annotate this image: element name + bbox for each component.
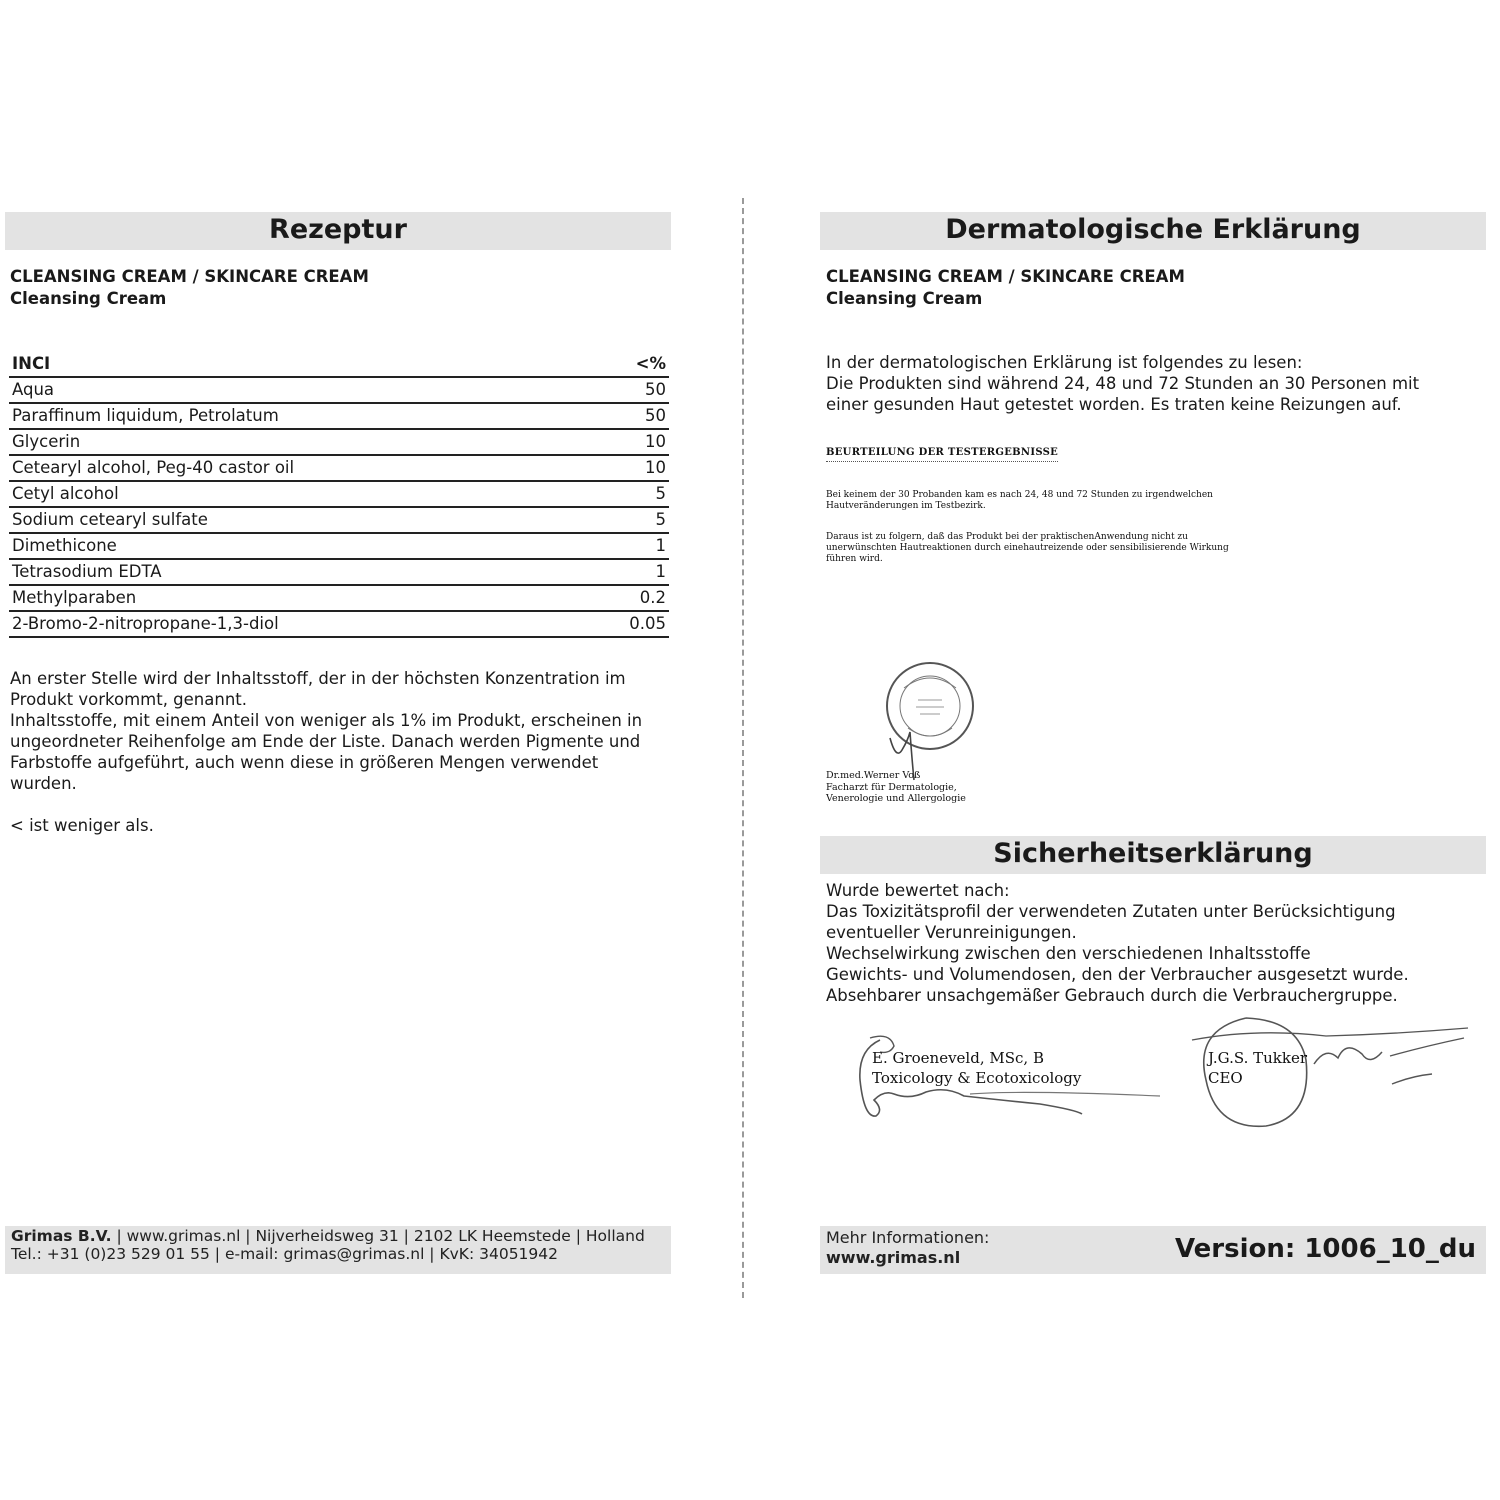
dermatology-title-band (820, 212, 1486, 250)
inci-percentage: 50 (584, 377, 669, 403)
doctor-name: Dr.med.Werner Voß (826, 770, 921, 781)
inci-ingredient: Tetrasodium EDTA (9, 559, 584, 585)
left-product-line1: CLEANSING CREAM / SKINCARE CREAM (10, 267, 369, 286)
footer-company: Grimas B.V. (11, 1227, 112, 1245)
dermatology-intro-l1: In der dermatologischen Erklärung ist folgendes zu lesen: (826, 353, 1303, 372)
inci-row (9, 377, 669, 403)
inci-note-p2: Inhaltsstoffe, mit einem Anteil von weniger als 1% im Produkt, erscheinen in ungeordneter Reihenfolge am Ende der Liste. Danach werden Pigmente und Farbstoffe aufgeführt, auch wenn diese in größeren Mengen verwendet wurden. (10, 711, 643, 793)
safety-line-4: Gewichts- und Volumendosen, den der Verbraucher ausgesetzt wurde. (826, 965, 1409, 984)
dermatology-intro (826, 352, 1456, 415)
dermatology-title: Dermatologische Erklärung (945, 214, 1361, 245)
safety-line-5: Absehbarer unsachgemäßer Gebrauch durch die Verbrauchergruppe. (826, 986, 1398, 1005)
safety-title: Sicherheitserklärung (993, 838, 1313, 869)
inci-header-name: INCI (9, 352, 584, 377)
inci-ingredient: Dimethicone (9, 533, 584, 559)
inci-percentage: 5 (584, 481, 669, 507)
footer-line1 (11, 1227, 665, 1245)
inci-row (9, 429, 669, 455)
left-footer (5, 1226, 671, 1274)
right-footer-info: Mehr Informationen: (826, 1228, 990, 1247)
signatory-tukker-title: CEO (1208, 1069, 1243, 1087)
signatory-groeneveld-title: Toxicology & Ecotoxicology (872, 1069, 1082, 1087)
right-product-name (826, 266, 1476, 310)
signatory-groeneveld-name: E. Groeneveld, MSc, B (872, 1049, 1044, 1067)
inci-ingredient: Glycerin (9, 429, 584, 455)
inci-ingredient: Cetearyl alcohol, Peg-40 castor oil (9, 455, 584, 481)
right-footer-website: www.grimas.nl (826, 1248, 961, 1267)
inci-note (10, 668, 670, 836)
inci-ingredient: 2-Bromo-2-nitropropane-1,3-diol (9, 611, 584, 637)
right-footer (820, 1226, 1486, 1274)
inci-row (9, 559, 669, 585)
scanned-statement (826, 440, 1266, 565)
inci-row (9, 507, 669, 533)
inci-ingredient: Cetyl alcohol (9, 481, 584, 507)
inci-ingredient: Methylparaben (9, 585, 584, 611)
version-label: Version: 1006_10_du (1174, 1234, 1476, 1264)
footer-address: | www.grimas.nl | Nijverheidsweg 31 | 2102 LK Heemstede | Holland (111, 1227, 645, 1245)
left-product-name (10, 266, 660, 310)
inci-note-p3: < ist weniger als. (10, 816, 154, 835)
inci-row (9, 481, 669, 507)
signatory-tukker-name: J.G.S. Tukker (1208, 1049, 1308, 1067)
column-divider (742, 198, 744, 1298)
inci-percentage: 1 (584, 559, 669, 585)
inci-row (9, 403, 669, 429)
inci-percentage: 10 (584, 429, 669, 455)
doctor-credentials (826, 770, 966, 805)
inci-ingredient: Aqua (9, 377, 584, 403)
safety-line-1: Wurde bewertet nach: (826, 881, 1010, 900)
inci-percentage: 0.2 (584, 585, 669, 611)
safety-title-band (820, 836, 1486, 874)
left-product-line2: Cleansing Cream (10, 289, 167, 308)
safety-line-3: Wechselwirkung zwischen den verschiedenen Inhaltsstoffe (826, 944, 1311, 963)
inci-row (9, 611, 669, 637)
safety-line-2: Das Toxizitätsprofil der verwendeten Zutaten unter Berücksichtigung eventueller Verunreinigungen. (826, 902, 1396, 942)
inci-row (9, 533, 669, 559)
inci-table-header (9, 352, 669, 377)
inci-percentage: 50 (584, 403, 669, 429)
inci-row (9, 455, 669, 481)
inci-percentage: 0.05 (584, 611, 669, 637)
rezeptur-title: Rezeptur (269, 214, 407, 245)
inci-row (9, 585, 669, 611)
inci-percentage: 10 (584, 455, 669, 481)
dermatology-intro-l2: Die Produkten sind während 24, 48 und 72 Stunden an 30 Personen mit einer gesunden Haut getestet worden. Es traten keine Reizungen auf. (826, 374, 1420, 414)
signatory-tukker (1208, 1048, 1307, 1088)
scan-heading: BEURTEILUNG DER TESTERGEBNISSE (826, 447, 1058, 462)
inci-header-pct: <% (584, 352, 669, 377)
rezeptur-title-band (5, 212, 671, 250)
scan-paragraph1: Bei keinem der 30 Probanden kam es nach 24, 48 und 72 Stunden zu irgendwelchen Hautveränderungen im Testbezirk. (826, 490, 1213, 511)
safety-text (826, 880, 1446, 1006)
inci-table (9, 352, 669, 638)
inci-note-p1: An erster Stelle wird der Inhaltsstoff, der in der höchsten Konzentration im Produkt vorkommt, genannt. (10, 669, 626, 709)
inci-percentage: 5 (584, 507, 669, 533)
doctor-specialty2: Venerologie und Allergologie (826, 793, 966, 804)
doctor-specialty1: Facharzt für Dermatologie, (826, 781, 957, 793)
scan-paragraph2: Daraus ist zu folgern, daß das Produkt bei der praktischenAnwendung nicht zu unerwünschten Hautreaktionen durch einehautreizende oder sensibilisierende Wirkung führen wird. (826, 532, 1229, 564)
inci-ingredient: Paraffinum liquidum, Petrolatum (9, 403, 584, 429)
footer-line2: Tel.: +31 (0)23 529 01 55 | e-mail: grimas@grimas.nl | KvK: 34051942 (11, 1245, 559, 1263)
right-product-line2: Cleansing Cream (826, 289, 983, 308)
inci-percentage: 1 (584, 533, 669, 559)
signatory-groeneveld (872, 1048, 1081, 1088)
right-product-line1: CLEANSING CREAM / SKINCARE CREAM (826, 267, 1185, 286)
inci-ingredient: Sodium cetearyl sulfate (9, 507, 584, 533)
